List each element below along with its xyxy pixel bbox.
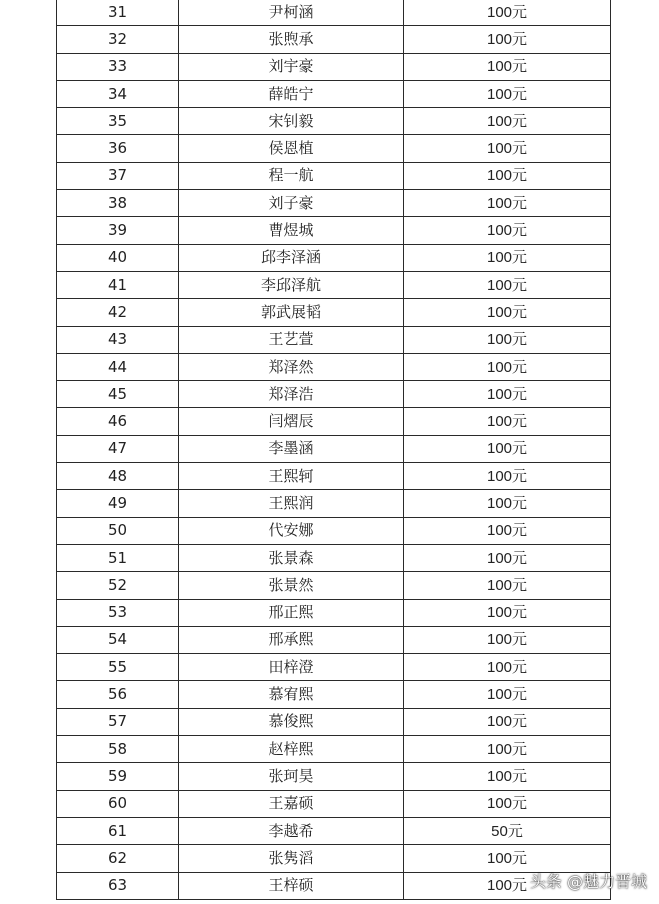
row-number-cell: 31 <box>57 0 179 26</box>
row-number-cell: 38 <box>57 190 179 217</box>
row-number-cell: 55 <box>57 654 179 681</box>
donor-name-cell: 田梓澄 <box>179 654 404 681</box>
table-row <box>57 626 611 653</box>
amount-cell: 100元 <box>404 517 611 544</box>
donor-name-cell: 李墨涵 <box>179 435 404 462</box>
donor-name-cell: 王熙润 <box>179 490 404 517</box>
amount-cell: 100元 <box>404 572 611 599</box>
donor-name-cell: 慕宥熙 <box>179 681 404 708</box>
table-row <box>57 135 611 162</box>
table-row <box>57 817 611 844</box>
amount-cell: 100元 <box>404 299 611 326</box>
amount-cell: 100元 <box>404 654 611 681</box>
donor-name-cell: 郭武展韬 <box>179 299 404 326</box>
row-number-cell: 63 <box>57 872 179 899</box>
row-number-cell: 33 <box>57 53 179 80</box>
amount-cell: 100元 <box>404 626 611 653</box>
donor-name-cell: 刘子豪 <box>179 190 404 217</box>
row-number-cell: 32 <box>57 26 179 53</box>
row-number-cell: 59 <box>57 763 179 790</box>
amount-cell: 100元 <box>404 108 611 135</box>
donor-name-cell: 赵梓熙 <box>179 736 404 763</box>
table-row <box>57 53 611 80</box>
row-number-cell: 46 <box>57 408 179 435</box>
donor-name-cell: 代安娜 <box>179 517 404 544</box>
table-row <box>57 353 611 380</box>
table-row <box>57 408 611 435</box>
donor-name-cell: 张珂昊 <box>179 763 404 790</box>
amount-cell: 100元 <box>404 435 611 462</box>
table-row <box>57 763 611 790</box>
amount-cell: 100元 <box>404 872 611 899</box>
row-number-cell: 62 <box>57 845 179 872</box>
row-number-cell: 48 <box>57 463 179 490</box>
row-number-cell: 40 <box>57 244 179 271</box>
donor-name-cell: 王熙轲 <box>179 463 404 490</box>
row-number-cell: 45 <box>57 381 179 408</box>
amount-cell: 100元 <box>404 162 611 189</box>
amount-cell: 100元 <box>404 80 611 107</box>
row-number-cell: 60 <box>57 790 179 817</box>
amount-cell: 100元 <box>404 244 611 271</box>
amount-cell: 100元 <box>404 135 611 162</box>
donor-name-cell: 慕俊熙 <box>179 708 404 735</box>
donor-name-cell: 宋钊毅 <box>179 108 404 135</box>
donor-name-cell: 邢正熙 <box>179 599 404 626</box>
donor-name-cell: 尹柯涵 <box>179 0 404 26</box>
donor-name-cell: 薛皓宁 <box>179 80 404 107</box>
donor-name-cell: 王梓硕 <box>179 872 404 899</box>
watermark: 头条 @魅力晋城 <box>529 872 647 891</box>
table-row <box>57 80 611 107</box>
amount-cell: 100元 <box>404 381 611 408</box>
donation-table <box>56 0 611 900</box>
table-row <box>57 681 611 708</box>
amount-cell: 100元 <box>404 326 611 353</box>
donor-name-cell: 侯恩植 <box>179 135 404 162</box>
amount-cell: 100元 <box>404 271 611 298</box>
amount-cell: 100元 <box>404 763 611 790</box>
donation-table-body <box>57 0 611 899</box>
donor-name-cell: 邢承熙 <box>179 626 404 653</box>
table-row <box>57 845 611 872</box>
donor-name-cell: 张景然 <box>179 572 404 599</box>
table-row <box>57 435 611 462</box>
amount-cell: 100元 <box>404 845 611 872</box>
donor-name-cell: 张煦承 <box>179 26 404 53</box>
table-row <box>57 490 611 517</box>
donor-name-cell: 王嘉硕 <box>179 790 404 817</box>
row-number-cell: 36 <box>57 135 179 162</box>
donor-name-cell: 王艺萱 <box>179 326 404 353</box>
amount-cell: 100元 <box>404 681 611 708</box>
donor-name-cell: 闫熠辰 <box>179 408 404 435</box>
amount-cell: 100元 <box>404 544 611 571</box>
amount-cell: 100元 <box>404 190 611 217</box>
table-row <box>57 381 611 408</box>
row-number-cell: 47 <box>57 435 179 462</box>
table-row <box>57 0 611 26</box>
donor-name-cell: 郑泽浩 <box>179 381 404 408</box>
donor-name-cell: 张隽滔 <box>179 845 404 872</box>
donor-name-cell: 刘宇豪 <box>179 53 404 80</box>
row-number-cell: 50 <box>57 517 179 544</box>
row-number-cell: 42 <box>57 299 179 326</box>
table-row <box>57 544 611 571</box>
donor-name-cell: 张景森 <box>179 544 404 571</box>
table-row <box>57 708 611 735</box>
amount-cell: 100元 <box>404 790 611 817</box>
table-row <box>57 872 611 899</box>
row-number-cell: 58 <box>57 736 179 763</box>
amount-cell: 100元 <box>404 0 611 26</box>
row-number-cell: 61 <box>57 817 179 844</box>
row-number-cell: 54 <box>57 626 179 653</box>
row-number-cell: 37 <box>57 162 179 189</box>
amount-cell: 100元 <box>404 217 611 244</box>
amount-cell: 50元 <box>404 817 611 844</box>
donor-name-cell: 李越希 <box>179 817 404 844</box>
table-row <box>57 244 611 271</box>
amount-cell: 100元 <box>404 599 611 626</box>
table-row <box>57 26 611 53</box>
amount-cell: 100元 <box>404 490 611 517</box>
table-row <box>57 790 611 817</box>
table-row <box>57 517 611 544</box>
table-row <box>57 190 611 217</box>
table-row <box>57 299 611 326</box>
row-number-cell: 49 <box>57 490 179 517</box>
row-number-cell: 51 <box>57 544 179 571</box>
donor-name-cell: 李邱泽航 <box>179 271 404 298</box>
table-row <box>57 736 611 763</box>
row-number-cell: 35 <box>57 108 179 135</box>
row-number-cell: 44 <box>57 353 179 380</box>
row-number-cell: 39 <box>57 217 179 244</box>
table-row <box>57 572 611 599</box>
row-number-cell: 34 <box>57 80 179 107</box>
row-number-cell: 57 <box>57 708 179 735</box>
row-number-cell: 53 <box>57 599 179 626</box>
row-number-cell: 52 <box>57 572 179 599</box>
table-row <box>57 463 611 490</box>
table-row <box>57 654 611 681</box>
row-number-cell: 41 <box>57 271 179 298</box>
table-row <box>57 162 611 189</box>
amount-cell: 100元 <box>404 408 611 435</box>
amount-cell: 100元 <box>404 353 611 380</box>
amount-cell: 100元 <box>404 53 611 80</box>
table-row <box>57 599 611 626</box>
amount-cell: 100元 <box>404 463 611 490</box>
donor-name-cell: 曹煜城 <box>179 217 404 244</box>
amount-cell: 100元 <box>404 708 611 735</box>
table-row <box>57 108 611 135</box>
row-number-cell: 43 <box>57 326 179 353</box>
amount-cell: 100元 <box>404 736 611 763</box>
donor-name-cell: 邱李泽涵 <box>179 244 404 271</box>
table-row <box>57 271 611 298</box>
donor-name-cell: 郑泽然 <box>179 353 404 380</box>
table-row <box>57 326 611 353</box>
row-number-cell: 56 <box>57 681 179 708</box>
donor-name-cell: 程一航 <box>179 162 404 189</box>
table-row <box>57 217 611 244</box>
amount-cell: 100元 <box>404 26 611 53</box>
